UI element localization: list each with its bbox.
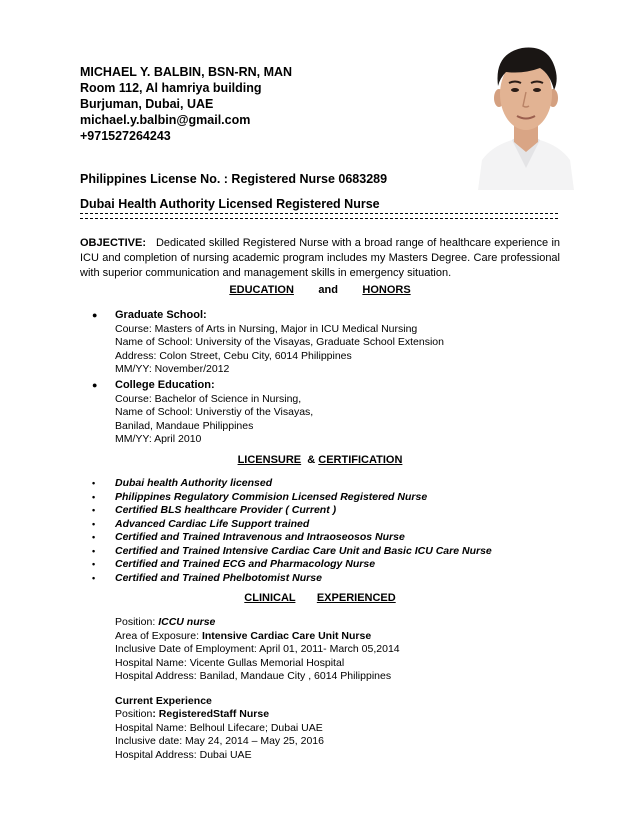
college-date: MM/YY: April 2010: [115, 433, 202, 445]
philippines-license: Philippines License No. : Registered Nurse 0683289: [80, 172, 388, 186]
clinical2-position: Position: RegisteredStaff Nurse: [115, 708, 270, 720]
list-item: • Certified and Trained Intravenous and Intraoseosos Nurse: [92, 531, 405, 543]
college-entry: [92, 379, 313, 447]
list-item: • Certified and Trained Intensive Cardiac Care Unit and Basic ICU Care Nurse: [92, 544, 492, 557]
graduate-address: Address: Colon Street, Cebu City, 6014 Philippines: [115, 349, 352, 362]
objective-label: OBJECTIVE:: [80, 237, 147, 249]
bullet-icon: •: [92, 559, 96, 569]
list-item: • Dubai health Authority licensed: [92, 477, 273, 489]
bullet-icon: •: [92, 478, 96, 488]
divider: [80, 213, 558, 219]
list-item: • Certified BLS healthcare Provider ( Current ): [92, 504, 337, 516]
graduate-date: MM/YY: November/2012: [115, 363, 230, 375]
clinical2-heading: Current Experience: [115, 694, 212, 707]
contact-header: [80, 64, 292, 144]
bullet-icon: •: [92, 518, 96, 529]
address-line-2: Burjuman, Dubai, UAE: [80, 97, 214, 111]
address-line-1: Room 112, Al hamriya building: [80, 81, 262, 95]
college-address: Banilad, Mandaue Philippines: [115, 419, 254, 432]
clinical-heading: CLINICAL EXPERIENCED: [244, 592, 396, 604]
list-item: • Certified and Trained Phelbotomist Nurse: [92, 571, 322, 584]
list-item: • Certified and Trained ECG and Pharmacology Nurse: [92, 558, 376, 570]
clinical1-area: Area of Exposure: Intensive Cardiac Care Unit Nurse: [115, 629, 372, 642]
bullet-icon: •: [92, 572, 96, 583]
name-line: MICHAEL Y. BALBIN, BSN-RN, MAN: [80, 65, 293, 79]
clinical2-hospital: Hospital Name: Belhoul Lifecare; Dubai UAE: [115, 721, 323, 734]
licensure-list: [92, 477, 492, 585]
profile-photo: [472, 28, 580, 190]
bullet-icon: •: [92, 491, 96, 502]
clinical1-position: Position: ICCU nurse: [115, 616, 216, 628]
clinical1-dates: Inclusive Date of Employment: April 01, 2011- March 05,2014: [115, 643, 400, 655]
education-heading: EDUCATION and HONORS: [229, 284, 411, 296]
objective-text: Dedicated skilled Registered Nurse with a broad range of healthcare experience in ICU and completion of nursing academic program includes my Masters Degree. Care professional with superior communication and management skills in emergency situation.: [80, 237, 561, 279]
college-course: Course: Bachelor of Science in Nursing,: [115, 392, 302, 405]
college-school-name: Name of School: Universtiy of the Visayas,: [115, 406, 314, 418]
bullet-icon: •: [92, 532, 96, 542]
clinical1-hospital: Hospital Name: Vicente Gullas Memorial Hospital: [115, 656, 345, 669]
list-item: • Advanced Cardiac Life Support trained: [92, 517, 310, 530]
clinical2-address: Hospital Address: Dubai UAE: [115, 748, 252, 761]
objective-section: [80, 236, 560, 281]
clinical-experience: [115, 616, 400, 762]
graduate-school-name: Name of School: University of the Visayas, Graduate School Extension: [115, 336, 444, 348]
graduate-school-title: Graduate School:: [115, 309, 207, 321]
college-title: College Education:: [115, 379, 215, 391]
graduate-course: Course: Masters of Arts in Nursing, Major in ICU Medical Nursing: [115, 322, 418, 335]
phone: +971527264243: [80, 129, 171, 143]
email: michael.y.balbin@gmail.com: [80, 113, 251, 127]
bullet-icon: •: [92, 505, 96, 515]
bullet-icon: ●: [92, 380, 98, 390]
bullet-icon: ●: [92, 310, 98, 320]
portrait-icon: [472, 28, 580, 190]
list-item: • Philippines Regulatory Commision Licensed Registered Nurse: [92, 490, 428, 503]
clinical2-dates: Inclusive date: May 24, 2014 – May 25, 2016: [115, 735, 324, 747]
clinical1-address: Hospital Address: Banilad, Mandaue City , 6014 Philippines: [115, 670, 392, 682]
graduate-school-entry: [92, 309, 444, 377]
licensure-heading: LICENSURE & CERTIFICATION: [237, 454, 403, 466]
bullet-icon: •: [92, 545, 96, 556]
dha-license: Dubai Health Authority Licensed Registered Nurse: [80, 197, 380, 211]
